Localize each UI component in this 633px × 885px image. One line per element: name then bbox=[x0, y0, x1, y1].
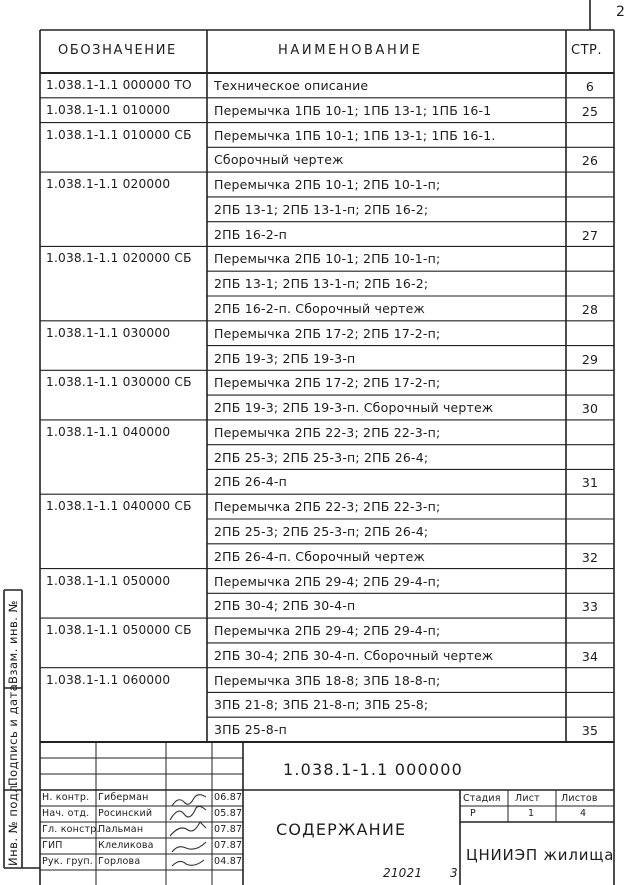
header-designation: ОБОЗНАЧЕНИЕ bbox=[58, 43, 177, 58]
row-name: Перемычка 2ПБ 17-2; 2ПБ 17-2-п; bbox=[214, 375, 441, 391]
row-designation: 1.038.1-1.1 040000 bbox=[46, 424, 171, 439]
signer-name: Пальман bbox=[98, 824, 144, 835]
row-page: 30 bbox=[581, 401, 599, 417]
row-page: 29 bbox=[581, 351, 599, 367]
row-name: 2ПБ 13-1; 2ПБ 13-1-п; 2ПБ 16-2; bbox=[214, 201, 429, 217]
row-name: Техническое описание bbox=[214, 78, 369, 93]
row-page: 6 bbox=[585, 79, 595, 94]
signatures bbox=[170, 795, 206, 866]
row-name: 2ПБ 19-3; 2ПБ 19-3-п bbox=[214, 350, 356, 366]
side-label-inv-orig: Инв. № подл. bbox=[6, 780, 20, 866]
sheets-value: 4 bbox=[580, 808, 587, 819]
format-number: 3 bbox=[450, 866, 458, 880]
row-name: 2ПБ 13-1; 2ПБ 13-1-п; 2ПБ 16-2; bbox=[214, 276, 429, 292]
signer-date: 06.87 bbox=[214, 792, 243, 803]
row-designation: 1.038.1-1.1 050000 СБ bbox=[46, 623, 192, 638]
signer-role: Н. контр. bbox=[42, 792, 90, 803]
row-name: Перемычка 2ПБ 22-3; 2ПБ 22-3-п; bbox=[214, 424, 441, 440]
row-page: 33 bbox=[581, 599, 599, 615]
row-page: 35 bbox=[581, 723, 599, 739]
row-designation: 1.038.1-1.1 020000 СБ bbox=[46, 251, 192, 266]
sheet-label: Лист bbox=[515, 793, 540, 804]
signer-name: Гиберман bbox=[98, 792, 149, 803]
row-page: 27 bbox=[581, 227, 599, 243]
header-name: НАИМЕНОВАНИЕ bbox=[278, 43, 423, 58]
row-name: 3ПБ 21-8; 3ПБ 21-8-п; 3ПБ 25-8; bbox=[214, 697, 429, 713]
signer-name: Горлова bbox=[98, 856, 141, 867]
sheet-corner-number: 2 bbox=[616, 4, 626, 20]
row-designation: 1.038.1-1.1 030000 bbox=[46, 325, 171, 340]
row-page: 32 bbox=[581, 549, 599, 565]
row-name: Сборочный чертеж bbox=[214, 152, 344, 168]
row-name: Перемычка 2ПБ 29-4; 2ПБ 29-4-п; bbox=[214, 623, 441, 639]
row-page: 28 bbox=[581, 302, 599, 317]
row-designation: 1.038.1-1.1 020000 bbox=[46, 177, 171, 192]
row-name: Перемычка 3ПБ 18-8; 3ПБ 18-8-п; bbox=[214, 672, 441, 688]
sheets-label: Листов bbox=[561, 793, 598, 804]
side-label-replaced-inv: Взам. инв. № bbox=[6, 599, 20, 684]
row-name: Перемычка 2ПБ 29-4; 2ПБ 29-4-п; bbox=[214, 573, 441, 589]
row-name: 2ПБ 25-3; 2ПБ 25-3-п; 2ПБ 26-4; bbox=[214, 524, 429, 539]
doc-title: СОДЕРЖАНИЕ bbox=[276, 820, 407, 839]
signer-date: 07.87 bbox=[214, 840, 243, 851]
row-designation: 1.038.1-1.1 050000 bbox=[46, 573, 171, 588]
row-name: 2ПБ 16-2-п. Сборочный чертеж bbox=[214, 301, 425, 316]
row-page: 26 bbox=[581, 153, 599, 169]
row-name: Перемычка 1ПБ 10-1; 1ПБ 13-1; 1ПБ 16-1. bbox=[214, 127, 496, 143]
row-designation: 1.038.1-1.1 030000 СБ bbox=[46, 375, 192, 390]
row-name: 2ПБ 25-3; 2ПБ 25-3-п; 2ПБ 26-4; bbox=[214, 449, 429, 465]
row-page: 34 bbox=[581, 648, 599, 664]
row-name: 2ПБ 16-2-п bbox=[214, 226, 287, 242]
stage-label: Стадия bbox=[463, 793, 501, 804]
row-name: 2ПБ 26-4-п. Сборочный чертеж bbox=[214, 548, 425, 564]
row-name: Перемычка 2ПБ 10-1; 2ПБ 10-1-п; bbox=[214, 251, 441, 267]
signer-name: Клеликова bbox=[98, 840, 154, 851]
side-label-sign-date: Подпись и дата bbox=[6, 683, 20, 786]
row-designation: 1.038.1-1.1 040000 СБ bbox=[46, 499, 192, 514]
row-page: 31 bbox=[581, 475, 599, 491]
signer-role: Рук. груп. bbox=[42, 856, 94, 867]
signer-role: Нач. отд. bbox=[42, 808, 90, 819]
signer-role: ГИП bbox=[42, 840, 63, 851]
stage-value: Р bbox=[470, 808, 476, 819]
row-designation: 1.038.1-1.1 000000 ТО bbox=[46, 78, 192, 92]
row-designation: 1.038.1-1.1 010000 bbox=[46, 102, 171, 117]
row-designation: 1.038.1-1.1 010000 СБ bbox=[46, 127, 192, 142]
row-name: 2ПБ 19-3; 2ПБ 19-3-п. Сборочный чертеж bbox=[214, 400, 494, 416]
doc-code: 1.038.1-1.1 000000 bbox=[283, 760, 464, 779]
signer-role: Гл. констр. bbox=[42, 824, 100, 835]
row-name: Перемычка 1ПБ 10-1; 1ПБ 13-1; 1ПБ 16-1 bbox=[214, 102, 492, 118]
sheet-value: 1 bbox=[528, 808, 535, 819]
row-name: Перемычка 2ПБ 17-2; 2ПБ 17-2-п; bbox=[214, 325, 441, 341]
row-designation: 1.038.1-1.1 060000 bbox=[46, 672, 171, 687]
signer-date: 07.87 bbox=[214, 824, 243, 835]
row-name: 2ПБ 26-4-п bbox=[214, 474, 287, 490]
signer-date: 05.87 bbox=[214, 808, 243, 819]
organization-name: ЦНИИЭП жилища bbox=[466, 846, 615, 864]
signer-name: Росинский bbox=[98, 808, 153, 819]
header-page: СТР. bbox=[571, 43, 602, 58]
row-page: 25 bbox=[581, 103, 599, 119]
signer-date: 04.87 bbox=[214, 856, 243, 867]
row-name: Перемычка 2ПБ 22-3; 2ПБ 22-3-п; bbox=[214, 499, 441, 515]
row-name: 2ПБ 30-4; 2ПБ 30-4-п bbox=[214, 598, 356, 614]
row-name: 2ПБ 30-4; 2ПБ 30-4-п. Сборочный чертеж bbox=[214, 647, 494, 663]
row-name: 3ПБ 25-8-п bbox=[214, 722, 287, 738]
archive-number: 21021 bbox=[383, 866, 423, 880]
row-name: Перемычка 2ПБ 10-1; 2ПБ 10-1-п; bbox=[214, 177, 441, 193]
